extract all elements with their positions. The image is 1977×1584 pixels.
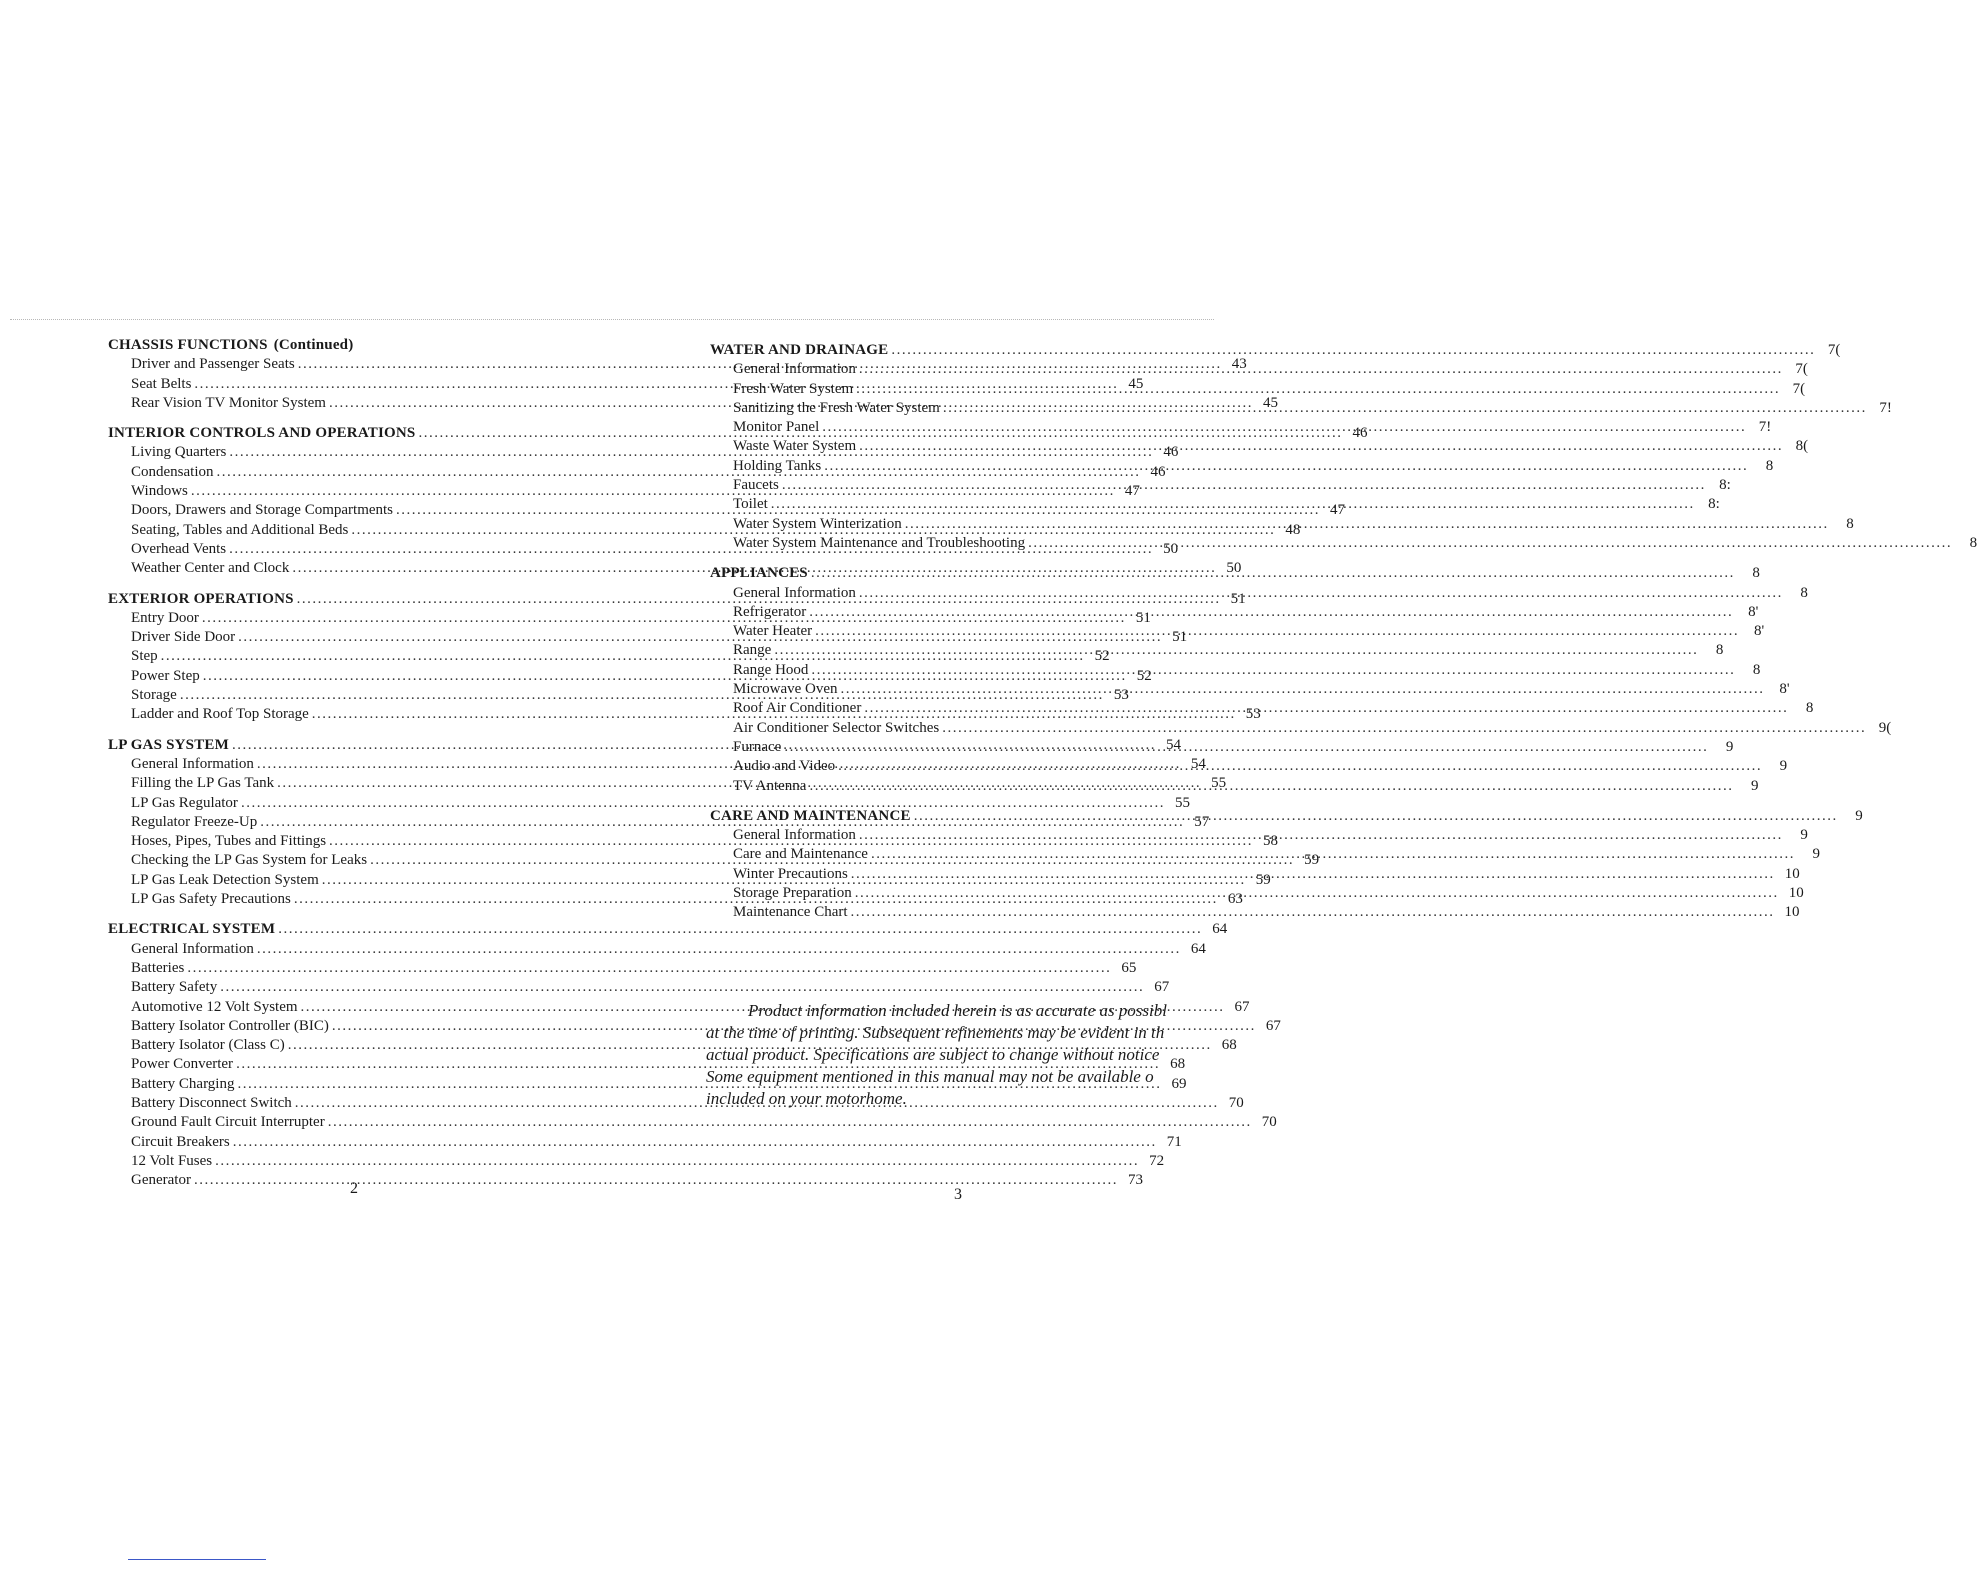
entry-page: 63 [1227,891,1243,908]
dot-leader [809,603,1733,622]
entry-label: Weather Center and Clock [131,560,290,577]
entry-label: Roof Air Conditioner [733,700,862,717]
entry-label: Refrigerator [733,603,807,620]
entry-page: 53 [1245,706,1261,723]
entry-page: 67 [1154,979,1170,996]
entry-page: 46 [1150,463,1166,480]
entry-label: Power Converter [131,1056,234,1073]
entry-label: Checking the LP Gas System for Leaks [131,852,368,869]
entry-page: 51 [1172,629,1188,646]
disclaimer-line: at the time of printing. Subsequent refinements may be evident in th [706,1023,1165,1042]
entry-label: Storage Preparation [733,885,852,902]
dot-leader [905,515,1829,534]
entry-page: 48 [1285,521,1301,538]
section-title: INTERIOR CONTROLS AND OPERATIONS [108,425,416,442]
entry-label: LP Gas Regulator [131,794,238,811]
entry-label: Circuit Breakers [131,1133,230,1150]
entry-page: 72 [1149,1152,1165,1169]
entry-label: Air Conditioner Selector Switches [733,719,940,736]
entry-page: 9 [1750,777,1759,794]
entry-page: 50 [1163,540,1179,557]
entry-label: Water System Maintenance and Troubleshooting [733,534,1026,551]
entry-label: Power Step [131,667,200,684]
entry-page: 47 [1330,502,1346,519]
toc-entry [710,380,1806,399]
dot-leader [841,680,1765,699]
dot-leader [859,437,1783,456]
dot-leader [782,476,1706,495]
entry-page: 54 [1190,755,1206,772]
dot-leader [855,884,1779,903]
entry-page: 9 [1725,738,1734,755]
section-heading [108,336,606,355]
toc-entry [710,661,1761,680]
dot-leader [864,699,1788,718]
entry-page: 52 [1094,648,1110,665]
entry-page: 50 [1226,560,1242,577]
entry-label: Storage [131,687,177,704]
entry-label: LP Gas Safety Precautions [131,891,291,908]
entry-label: Windows [131,483,188,500]
entry-label: Battery Isolator (Class C) [131,1037,285,1054]
entry-page: 7( [1792,380,1806,397]
dot-leader [774,641,1698,660]
dot-leader [914,807,1838,826]
entry-label: Care and Maintenance [733,846,868,863]
disclaimer-line: Some equipment mentioned in this manual may not be available o [706,1067,1154,1086]
entry-page: 8 [1846,515,1854,532]
toc-entry [108,1055,1186,1074]
toc-entry [710,457,1774,476]
entry-page: 67 [1234,998,1250,1015]
dot-leader [824,457,1748,476]
entry-page: 73 [1127,1172,1143,1189]
entry-label: General Information [131,755,254,772]
toc-entry [108,959,1137,978]
entry-label: Waste Water System [733,438,857,455]
entry-page: 55 [1211,775,1227,792]
entry-label: Furnace [733,738,782,755]
entry-label: Ladder and Roof Top Storage [131,706,309,723]
entry-label: TV Antenna [733,777,807,794]
entry-label: Battery Disconnect Switch [131,1094,292,1111]
toc-entry [710,476,1731,495]
toc-entry [710,622,1765,641]
entry-page: 64 [1190,940,1206,957]
disclaimer-line: included on your motorhome. [706,1089,907,1108]
entry-page: 9 [1812,846,1820,863]
entry-page: 8 [1752,661,1761,678]
dot-leader [809,777,1733,796]
dot-leader [942,719,1866,738]
section-title: CARE AND MAINTENANCE [710,807,911,824]
section-page: 51 [1230,590,1246,607]
section-page: 64 [1212,921,1228,938]
dot-leader [871,845,1795,864]
entry-label: Faucets [733,477,779,494]
entry-label: Maintenance Chart [733,904,848,921]
dot-leader [811,564,1735,583]
entry-page: 9 [1779,758,1788,775]
section-title: LP GAS SYSTEM [108,736,229,753]
section-title-suffix: (Continued) [273,337,354,353]
entry-page: 8' [1779,681,1790,698]
section-title: ELECTRICAL SYSTEM [108,921,276,938]
entry-label: Battery Charging [131,1075,235,1092]
toc-entry [710,641,1724,660]
entry-label: 12 Volt Fuses [131,1152,213,1169]
entry-page: 8 [1800,584,1808,601]
section-title: EXTERIOR OPERATIONS [108,590,294,607]
entry-label: Winter Precautions [733,865,848,882]
dot-leader [851,865,1775,884]
entry-label: General Information [733,361,856,378]
toc-entry [710,757,1788,776]
entry-page: 7( [1795,361,1808,378]
toc-entry [710,680,1790,699]
entry-page: 52 [1136,667,1152,684]
entry-page: 65 [1121,959,1137,976]
section-heading [710,341,1841,360]
section-title: CHASSIS FUNCTIONS (Continued) [108,337,354,353]
dot-leader [815,622,1739,641]
entry-page: 8 [1805,700,1814,717]
page-number: 2 [350,1180,358,1197]
entry-page: 9 [1800,827,1808,844]
entry-label: General Information [131,940,254,957]
entry-page: 8: [1708,496,1720,513]
entry-page: 69 [1171,1075,1187,1092]
entry-label: Condensation [131,463,214,480]
entry-label: Overhead Vents [131,540,227,557]
entry-label: General Information [733,584,856,601]
entry-page: 10 [1788,885,1804,902]
toc-entry [710,437,1809,456]
section-page: 54 [1165,736,1181,753]
entry-label: Range Hood [733,661,809,678]
section-title: APPLIANCES [710,565,808,582]
entry-page: 8 [1765,457,1774,474]
entry-label: Range [733,642,772,659]
toc-entry [710,603,1759,622]
entry-page: 68 [1170,1056,1186,1073]
entry-page: 58 [1263,833,1279,850]
dot-leader [859,584,1783,603]
entry-page: 8' [1753,623,1765,640]
toc-entry [108,978,1170,997]
dot-leader [838,757,1762,776]
dot-leader [943,399,1867,418]
entry-label: Holding Tanks [733,457,822,474]
entry-page: 7! [1758,419,1772,436]
entry-label: Living Quarters [131,444,227,461]
entry-page: 43 [1231,356,1247,373]
entry-label: Filling the LP Gas Tank [131,775,275,792]
entry-label: Entry Door [131,609,199,626]
toc-entry [710,903,1800,922]
entry-page: 7! [1879,399,1892,416]
entry-label: General Information [733,827,856,844]
section-heading [710,807,1863,826]
entry-label: Generator [131,1172,191,1189]
toc-entry [108,1133,1182,1152]
entry-page: 8 [1969,534,1977,551]
entry-page: 9( [1878,719,1892,736]
disclaimer-line: Product information included herein is as accurate as possibl [748,1001,1167,1020]
entry-label: Step [131,648,158,665]
dot-leader [771,495,1695,514]
dot-leader [891,341,1815,360]
section-page: 8 [1752,565,1760,582]
entry-label: Seating, Tables and Additional Beds [131,521,349,538]
entry-label: Hoses, Pipes, Tubes and Fittings [131,833,327,850]
dot-leader [1028,534,1952,553]
entry-page: 47 [1124,483,1140,500]
toc-entry [108,1152,1165,1171]
entry-label: Water Heater [733,623,813,640]
dot-leader [859,826,1783,845]
entry-label: Driver and Passenger Seats [131,356,295,373]
entry-label: Driver Side Door [131,629,236,646]
entry-page: 8' [1748,603,1759,620]
entry-label: Water System Winterization [733,515,902,532]
disclaimer-line: actual product. Specifications are subject to change without notice [706,1045,1160,1064]
entry-page: 70 [1261,1114,1277,1131]
toc-entry [710,719,1892,738]
entry-page: 45 [1262,394,1278,411]
toc-entry [108,940,1206,959]
entry-label: Batteries [131,959,185,976]
entry-page: 51 [1135,609,1151,626]
entry-page: 67 [1265,1017,1281,1034]
entry-page: 8: [1719,477,1731,494]
entry-page: 8 [1715,642,1724,659]
section-page: 9 [1855,807,1863,824]
entry-page: 59 [1255,871,1271,888]
toc-entry [710,777,1759,796]
entry-label: Microwave Oven [733,681,838,698]
section-page: 46 [1352,425,1368,442]
toc-entry [710,534,1977,553]
entry-page: 46 [1163,444,1179,461]
entry-label: Audio and Video [733,758,836,775]
entry-label: Battery Isolator Controller (BIC) [131,1017,329,1034]
toc-entry [710,738,1734,757]
dot-leader [784,738,1708,757]
entry-page: 71 [1166,1133,1182,1150]
section-title: WATER AND DRAINAGE [710,342,889,358]
page-number: 3 [954,1186,962,1203]
entry-label: Toilet [733,496,768,513]
toc-entry [108,794,1190,813]
entry-label: LP Gas Leak Detection System [131,871,319,888]
entry-page: 59 [1304,852,1320,869]
entry-label: Regulator Freeze-Up [131,813,258,830]
dot-leader [856,380,1780,399]
entry-page: 45 [1128,375,1144,392]
entry-label: Rear Vision TV Monitor System [131,394,326,411]
dot-leader [851,903,1775,922]
entry-page: 70 [1228,1094,1244,1111]
entry-page: 8( [1795,438,1809,455]
entry-page: 10 [1784,904,1800,921]
section-page: 7( [1827,342,1841,358]
blue-rule-line [128,1559,266,1560]
entry-page: 68 [1221,1037,1237,1054]
dot-leader [859,360,1783,379]
entry-label: Automotive 12 Volt System [131,998,298,1015]
dot-leader [811,661,1735,680]
entry-label: Ground Fault Circuit Interrupter [131,1114,325,1131]
entry-label: Sanitizing the Fresh Water System [733,399,940,416]
toc-entry [108,1113,1277,1132]
entry-label: Battery Safety [131,979,218,996]
section-heading [108,920,1228,939]
dot-leader [822,418,1746,437]
accuracy-disclaimer [706,1000,1266,1110]
entry-page: 10 [1784,865,1800,882]
entry-label: Fresh Water System [733,380,854,397]
entry-page: 55 [1174,794,1190,811]
entry-page: 57 [1194,813,1210,830]
entry-label: Seat Belts [131,375,192,392]
entry-label: Doors, Drawers and Storage Compartments [131,502,394,519]
entry-page: 53 [1113,687,1129,704]
entry-label: Monitor Panel [733,419,820,436]
